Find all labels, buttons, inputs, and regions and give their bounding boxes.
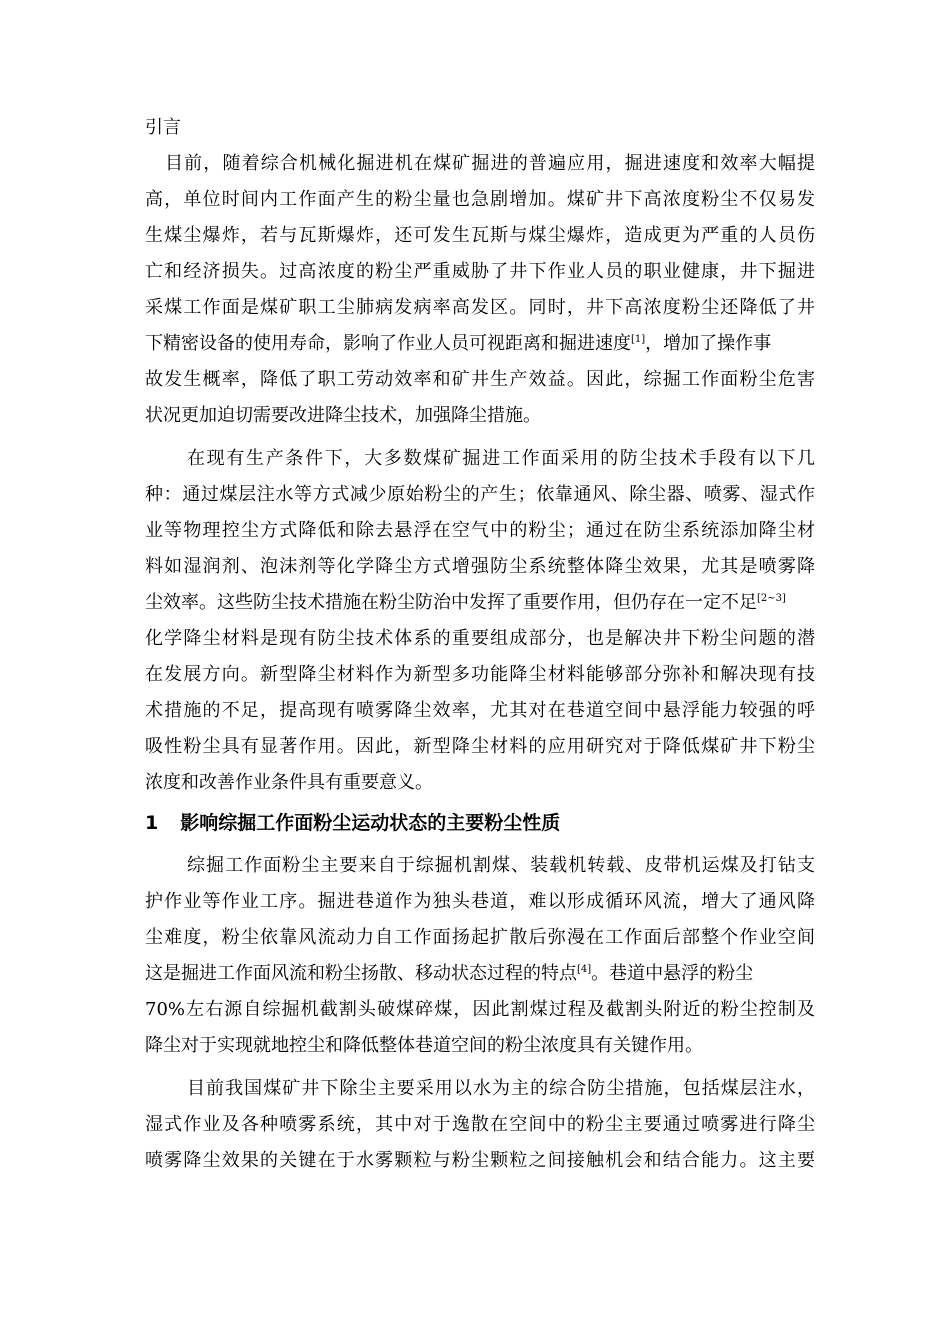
section-heading	[145, 812, 815, 834]
paragraph-line: 化学降尘材料是现有防尘技术体系的重要组成部分，也是解决井下粉尘问题的潜	[145, 628, 815, 649]
paragraph-line: 降尘对于实现就地控尘和降低整体巷道空间的粉尘浓度具有关键作用。	[145, 1035, 703, 1056]
paragraph-line: 故发生概率，降低了职工劳动效率和矿井生产效益。因此，综掘工作面粉尘危害	[145, 369, 815, 390]
paragraph-line: 生煤尘爆炸，若与瓦斯爆炸，还可发生瓦斯与煤尘爆炸，造成更为严重的人员伤	[145, 225, 815, 246]
paragraph-line-with-citation	[145, 333, 815, 355]
paragraph-line: 综掘工作面粉尘主要来自于综掘机割煤、装载机转载、皮带机运煤及打钻支	[187, 855, 815, 876]
paragraph-line: 在发展方向。新型降尘材料作为新型多功能降尘材料能够部分弥补和解决现有技	[145, 664, 815, 685]
paragraph-line: 尘难度，粉尘依靠风流动力自工作面扬起扩散后弥漫在工作面后部整个作业空间	[145, 927, 815, 948]
paragraph-line: 吸性粉尘具有显著作用。因此，新型降尘材料的应用研究对于降低煤矿井下粉尘	[145, 736, 815, 757]
paragraph-line: 种：通过煤层注水等方式减少原始粉尘的产生；依靠通风、除尘器、喷雾、湿式作	[145, 484, 815, 505]
paragraph-line-with-citation	[145, 592, 815, 614]
line-text: 尘效率。这些防尘技术措施在粉尘防治中发挥了重要作用，但仍存在一定不足	[145, 592, 757, 613]
paragraph-line: 术措施的不足，提高现有喷雾降尘效率，尤其对在巷道空间中悬浮能力较强的呼	[145, 700, 815, 721]
section-number: 1	[145, 812, 159, 834]
citation: [2~3]	[757, 593, 786, 604]
citation: [1]	[631, 334, 646, 345]
intro-heading: 引言	[145, 117, 181, 138]
paragraph-line: 业等物理控尘方式降低和除去悬浮在空气中的粉尘；通过在防尘系统添加降尘材	[145, 520, 815, 541]
paragraph-line: 护作业等作业工序。掘进巷道作为独头巷道，难以形成循环风流，增大了通风降	[145, 891, 815, 912]
paragraph-line: 浓度和改善作业条件具有重要意义。	[145, 772, 433, 793]
line-text: 这是掘进工作面风流和粉尘扬散、移动状态过程的特点	[145, 963, 577, 984]
paragraph-line: 在现有生产条件下，大多数煤矿掘进工作面采用的防尘技术手段有以下几	[187, 448, 815, 469]
section-title: 影响综掘工作面粉尘运动状态的主要粉尘性质	[180, 812, 561, 834]
paragraph-line: 采煤工作面是煤矿职工尘肺病发病率高发区。同时，井下高浓度粉尘还降低了井	[145, 297, 815, 318]
paragraph-line-with-citation	[145, 963, 815, 985]
paragraph-line: 亡和经济损失。过高浓度的粉尘严重威胁了井下作业人员的职业健康，井下掘进	[145, 261, 815, 282]
line-text: 下精密设备的使用寿命，影响了作业人员可视距离和掘进速度	[145, 333, 631, 354]
paragraph-line: 喷雾降尘效果的关键在于水雾颗粒与粉尘颗粒之间接触机会和结合能力。这主要	[145, 1150, 815, 1171]
paragraph-line: 料如湿润剂、泡沫剂等化学降尘方式增强防尘系统整体降尘效果，尤其是喷雾降	[145, 556, 815, 577]
paragraph-line: 70%左右源自综掘机截割头破煤碎煤，因此割煤过程及截割头附近的粉尘控制及	[145, 999, 815, 1020]
line-text: 。巷道中悬浮的粉尘	[591, 963, 754, 984]
paragraph-line: 目前，随着综合机械化掘进机在煤矿掘进的普遍应用，掘进速度和效率大幅提	[165, 153, 815, 174]
paragraph-line: 湿式作业及各种喷雾系统，其中对于逸散在空间中的粉尘主要通过喷雾进行降尘	[145, 1114, 815, 1135]
paragraph-line: 目前我国煤矿井下除尘主要采用以水为主的综合防尘措施，包括煤层注水，	[187, 1078, 815, 1099]
citation: [4]	[577, 964, 592, 975]
line-text: ，增加了操作事	[645, 333, 772, 354]
paragraph-line: 状况更加迫切需要改进降尘技术，加强降尘措施。	[145, 405, 541, 426]
paragraph-line: 高，单位时间内工作面产生的粉尘量也急剧增加。煤矿井下高浓度粉尘不仅易发	[145, 189, 815, 210]
